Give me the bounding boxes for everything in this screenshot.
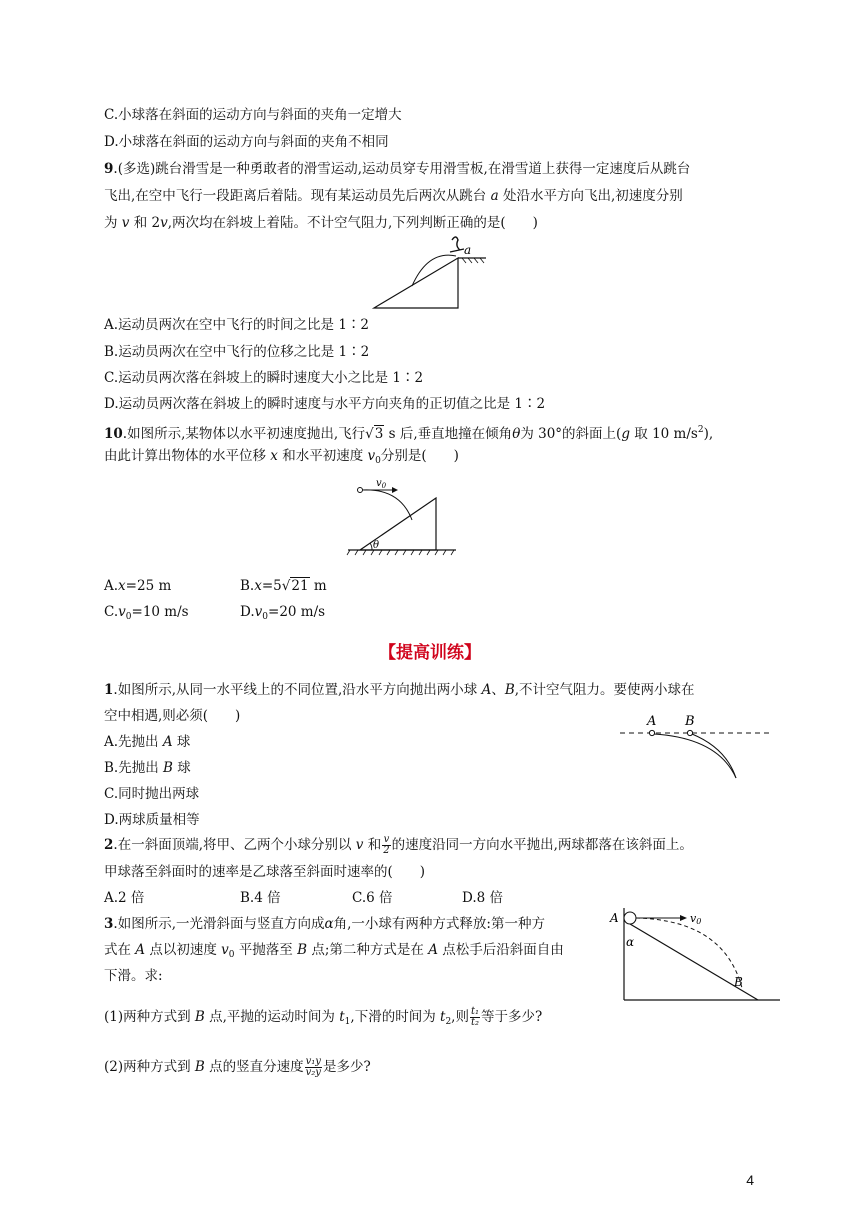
q10-text: 分别是( )	[380, 448, 459, 464]
q8-option-d: D.小球落在斜面的运动方向与斜面的夹角不相同	[104, 134, 389, 150]
q10-opt-sub: 0	[262, 612, 269, 622]
q9-text: 为	[104, 215, 118, 231]
p3-sub: 2	[445, 1017, 452, 1027]
p1-two-balls-figure	[618, 708, 774, 784]
q10-option-c	[104, 603, 189, 626]
p2-option-c: C.6 倍	[352, 890, 393, 906]
q10-opt-text: =5	[261, 578, 282, 594]
q10-theta: θ	[512, 426, 521, 442]
p3-sub: 0	[228, 950, 235, 960]
p3-t1: t	[339, 1009, 345, 1025]
q10-opt-text: m	[309, 578, 327, 594]
platform-hatching	[462, 258, 484, 263]
p3-number: 3	[104, 916, 114, 932]
q9-text: ,两次均在斜坡上着陆。不计空气阻力,下列判断正确的是( )	[167, 215, 538, 231]
q10-x: x	[270, 448, 278, 464]
label-theta: θ	[373, 540, 380, 551]
q10-opt-text: =10 m/s	[131, 604, 189, 620]
q9-option-a: A.运动员两次在空中飞行的时间之比是 1∶2	[104, 317, 370, 333]
trajectory-B	[692, 734, 736, 778]
p2-frac-num: v	[383, 834, 390, 845]
p1-option-c: C.同时抛出两球	[104, 786, 200, 802]
p3-text: 点,平抛的运动时间为	[209, 1009, 335, 1025]
q9-text: 飞出,在空中飞行一段距离后着陆。现有某运动员先后两次从跳台	[104, 188, 487, 204]
q9-number: 9	[104, 161, 114, 177]
q9-var-a: a	[490, 188, 499, 204]
q10-opt-var: x	[118, 578, 126, 594]
q9-tag: .(多选)	[113, 161, 156, 177]
q10-text: 由此计算出物体的水平位移	[104, 448, 266, 464]
projectile-ball	[358, 488, 363, 493]
p1-opt-text: 球	[176, 734, 191, 750]
q9-option-d: D.运动员两次落在斜坡上的瞬时速度与水平方向夹角的正切值之比是 1∶2	[104, 396, 546, 412]
p1-opt-var: B	[163, 760, 173, 776]
q9-stem-text1: 跳台滑雪是一种勇敢者的滑雪运动,运动员穿专用滑雪板,在滑雪道上获得一定速度后从跳台	[155, 161, 691, 177]
incline	[360, 498, 436, 550]
p3-text: ,下滑的时间为	[350, 1009, 436, 1025]
label-v0: $v_0$	[376, 478, 387, 490]
q10-stem-line1: 10.如图所示,某物体以水平初速度抛出,飞行√3 s 后,垂直地撞在倾角θ为 30°的斜面上(g 取 10 $m/s^2$),	[104, 425, 714, 442]
q9-text: 和 2	[133, 215, 161, 231]
p3-text: ,则	[451, 1009, 469, 1025]
q10-sub: 0	[375, 456, 381, 466]
p3-sub: 1	[344, 1017, 351, 1027]
p1-opt-text: A.先抛出	[104, 734, 159, 750]
p3-var-v: v	[221, 942, 229, 958]
q10-opt-sub: 0	[125, 612, 132, 622]
label-A: A	[610, 911, 619, 925]
q10-text: 为 30°的斜面上(	[520, 426, 622, 442]
p2-option-b: B.4 倍	[240, 890, 281, 906]
p3-alpha: α	[324, 916, 334, 932]
parabola-dashed	[636, 918, 742, 988]
p2-text: 和	[367, 837, 382, 853]
p1-opt-var: A	[162, 734, 173, 750]
p2-var-v: v	[355, 837, 364, 853]
p3-t2: t	[440, 1009, 446, 1025]
slope-triangle	[374, 258, 458, 308]
p3-frac-den: t₂	[470, 1017, 479, 1028]
q9-option-b: B.运动员两次在空中飞行的位移之比是 1∶2	[104, 344, 370, 360]
p3-text: 式在	[104, 942, 131, 958]
p3-text: 角,一小球有两种方式释放:第一种方	[333, 916, 545, 932]
p2-stem-line2: 甲球落至斜面时的速率是乙球落至斜面时速率的( )	[104, 864, 426, 880]
q8-option-c: C.小球落在斜面的运动方向与斜面的夹角一定增大	[104, 107, 402, 123]
p3-var-B: B	[297, 942, 308, 958]
q10-sup: 2	[697, 425, 704, 435]
q10-opt-var: v	[254, 604, 263, 620]
page-number: 4	[746, 1172, 754, 1188]
q9-stem-line3	[104, 214, 538, 232]
label-a: a	[464, 243, 472, 257]
p3-frac-den: v₂y	[305, 1067, 321, 1078]
p3-question-1	[104, 1005, 542, 1034]
arrow-head	[392, 487, 398, 493]
q10-opt-text: A.	[104, 578, 119, 594]
q9-text: 处沿水平方向飞出,初速度分别	[502, 188, 683, 204]
p3-text: 点以初速度	[149, 942, 217, 958]
p3-text: 是多少?	[322, 1059, 371, 1075]
p3-text: 点;第二种方式是在	[311, 942, 424, 958]
q10-option-b: B.x=5√21 m	[240, 578, 327, 594]
p1-stem-line2: 空中相遇,则必须( )	[104, 708, 241, 724]
p3-stem-line1	[104, 915, 545, 933]
p3-text: .如图所示,一光滑斜面与竖直方向成	[113, 916, 325, 932]
p2-text: .在一斜面顶端,将甲、乙两个小球分别以	[113, 837, 352, 853]
p1-option-d: D.两球质量相等	[104, 812, 200, 828]
q10-opt-text: D.	[240, 604, 255, 620]
p3-stem-line3: 下滑。求:	[104, 968, 163, 984]
q10-number: 10	[104, 426, 123, 442]
label-alpha: α	[626, 935, 635, 949]
ball	[624, 912, 636, 924]
p3-incline-figure	[606, 900, 782, 1006]
p3-text: 等于多少?	[481, 1009, 543, 1025]
p2-option-a: A.2 倍	[104, 890, 145, 906]
q10-text: s 后,垂直地撞在倾角	[384, 426, 513, 442]
p3-fraction-t	[470, 1007, 480, 1028]
q10-sqrt: 3	[374, 426, 384, 442]
p1-opt-text: 球	[177, 760, 191, 776]
q10-opt-var: v	[118, 604, 126, 620]
p3-var-A: A	[428, 942, 438, 958]
p3-frac-num: t₁	[470, 1006, 479, 1017]
p3-question-2	[104, 1055, 371, 1079]
label-B: B	[734, 975, 743, 989]
q10-opt-text: =20 m/s	[268, 604, 326, 620]
q9-stem-line1	[104, 160, 690, 178]
p2-stem-line1	[104, 835, 693, 856]
p1-number: 1	[104, 682, 114, 698]
q10-opt-text: =25 m	[125, 578, 172, 594]
p1-text: ,不计空气阻力。要使两小球在	[514, 682, 695, 698]
label-A: A	[647, 714, 657, 729]
q10-text: .如图所示,某物体以水平初速度抛出,飞行	[122, 426, 366, 442]
ball-B	[687, 730, 692, 735]
q10-g: g	[621, 426, 630, 442]
q10-opt-text: C.	[104, 604, 119, 620]
q10-stem-line2	[104, 447, 459, 470]
q10-text: 取 10 m/s	[629, 426, 698, 442]
q9-ski-jump-figure	[368, 232, 490, 312]
label-v0: v0	[690, 912, 702, 926]
skier-icon	[450, 237, 464, 252]
p3-text: 平抛落至	[238, 942, 293, 958]
p1-opt-text: B.先抛出	[104, 760, 159, 776]
q10-incline-figure	[346, 476, 458, 562]
label-B: B	[685, 714, 695, 729]
q10-option-a	[104, 577, 171, 595]
arrow-head	[680, 915, 687, 921]
q10-v: v	[367, 448, 376, 464]
p3-stem-line2	[104, 941, 564, 964]
p3-var-B: B	[194, 1009, 205, 1025]
q9-option-c: C.运动员两次落在斜坡上的瞬时速度大小之比是 1∶2	[104, 370, 424, 386]
q10-option-d	[240, 603, 325, 626]
q10-opt-text: B.	[240, 578, 255, 594]
q10-text: 和水平初速度	[282, 448, 364, 464]
q10-text: ),	[703, 426, 714, 442]
p3-text: (2)两种方式到	[104, 1059, 191, 1075]
ball-A	[649, 730, 654, 735]
p2-frac-den: 2	[383, 845, 390, 856]
p1-option-b	[104, 759, 191, 777]
p3-fraction-v	[305, 1057, 322, 1078]
section-title: 【提高训练】	[379, 643, 481, 663]
q9-var-v: v	[121, 215, 130, 231]
p3-text: 点的竖直分速度	[209, 1059, 304, 1075]
p3-text: 点松手后沿斜面自由	[442, 942, 564, 958]
p2-option-d: D.8 倍	[462, 890, 504, 906]
q9-stem-line2	[104, 187, 683, 205]
ground-hatching	[347, 550, 454, 555]
p1-var-B: B	[504, 682, 515, 698]
q9-var-v: v	[160, 215, 168, 231]
q10-opt-sqrt: 21	[291, 578, 309, 594]
p3-var-A: A	[135, 942, 146, 958]
q10-opt-var: x	[254, 578, 262, 594]
p2-text: 的速度沿同一方向水平抛出,两球都落在该斜面上。	[391, 837, 693, 853]
angle-arc	[370, 543, 372, 550]
p1-var-A: A	[481, 682, 492, 698]
p2-number: 2	[104, 837, 114, 853]
p1-stem-line1	[104, 681, 695, 699]
p3-frac-num: v₁y	[305, 1056, 321, 1067]
p2-fraction	[382, 835, 390, 856]
trajectory	[362, 490, 412, 520]
p3-var-B: B	[194, 1059, 205, 1075]
p1-text: .如图所示,从同一水平线上的不同位置,沿水平方向抛出两小球	[113, 682, 478, 698]
p3-text: (1)两种方式到	[104, 1009, 191, 1025]
p1-text: 、	[491, 682, 505, 698]
p1-option-a	[104, 733, 190, 751]
